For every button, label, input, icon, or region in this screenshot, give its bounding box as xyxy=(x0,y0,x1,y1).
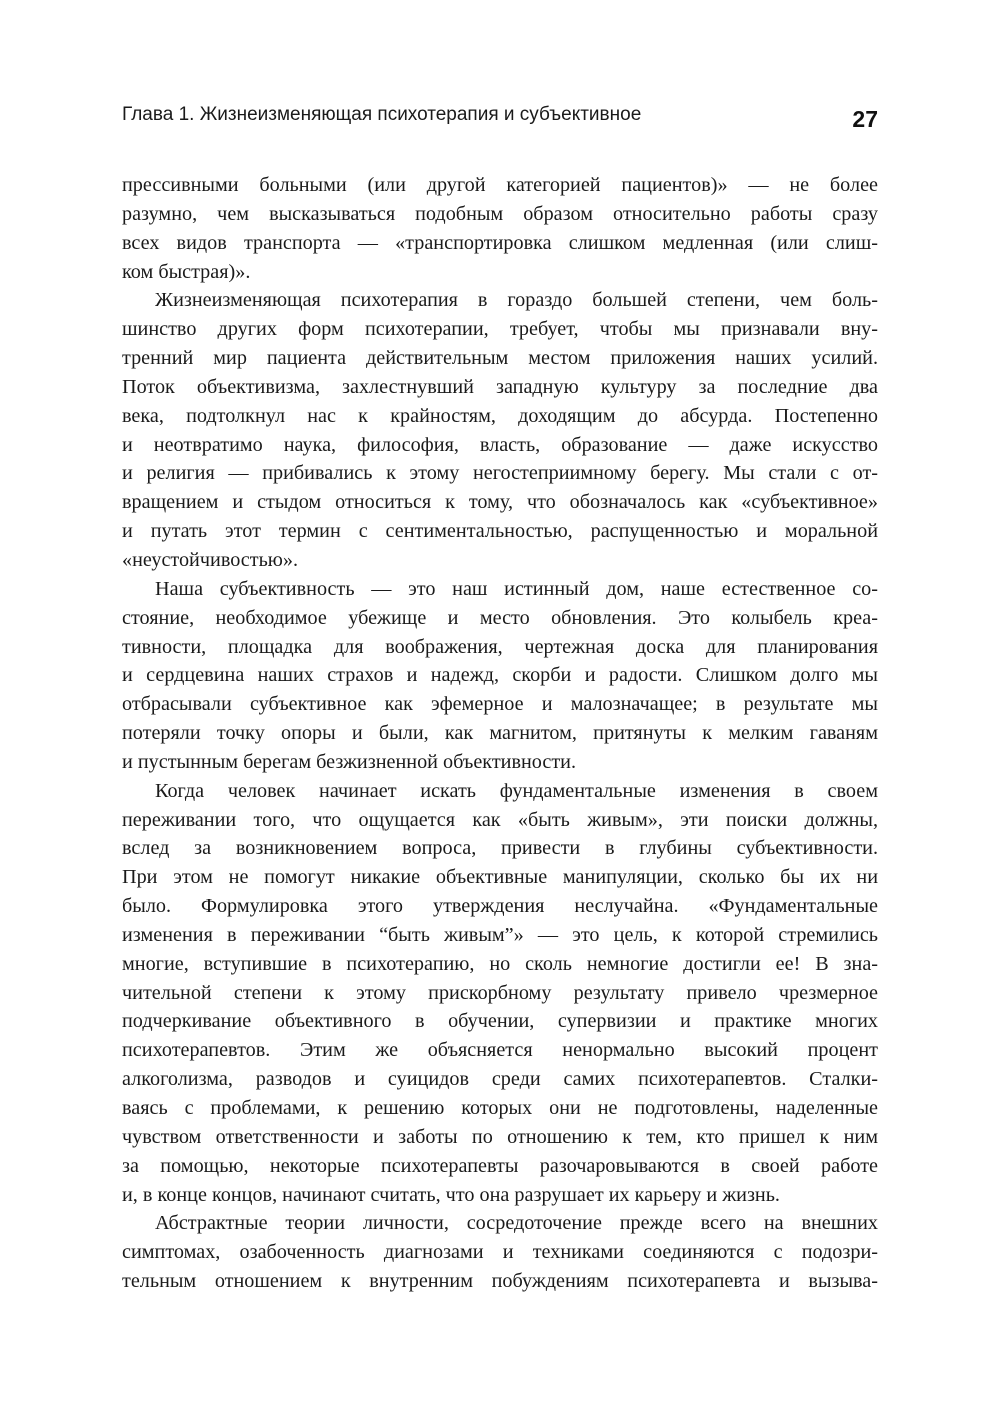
text-line: ком быстрая)». xyxy=(122,260,251,283)
text-line: Когда человек начинает искать фундаментальные изменения в своем xyxy=(155,779,878,802)
text-line: вслед за возникновением вопроса, привести в глубины субъективности. xyxy=(122,837,878,860)
text-line: тренний мир пациента действительным местом приложения наших усилий. xyxy=(122,347,878,370)
paragraph xyxy=(122,171,878,286)
text-line: вращением и стыдом относиться к тому, что обозначалось как «субъективное» xyxy=(122,491,878,514)
text-line: и неотвратимо наука, философия, власть, образование — даже искусство xyxy=(122,433,878,456)
paragraph xyxy=(122,1209,878,1296)
body-text xyxy=(122,171,878,1296)
running-header xyxy=(122,100,878,140)
text-line: тельным отношением к внутренним побуждениям психотерапевта и вызыва- xyxy=(122,1270,878,1293)
text-line: переживании того, что ощущается как «быть живым», эти поиски должны, xyxy=(122,808,878,831)
text-line: шинство других форм психотерапии, требует, чтобы мы признавали вну- xyxy=(122,318,878,341)
text-line: симптомах, озабоченность диагнозами и техниками соединяются с подозри- xyxy=(122,1241,878,1264)
text-line: психотерапевтов. Этим же объясняется ненормально высокий процент xyxy=(122,1039,878,1062)
text-line: и религия — прибивались к этому негостеприимному берегу. Мы стали с от- xyxy=(122,462,878,485)
text-line: потеряли точку опоры и были, как магнитом, притянуты к мелким гаваням xyxy=(122,722,878,745)
text-line: тивности, площадка для воображения, чертежная доска для планирования xyxy=(122,635,878,658)
paragraph xyxy=(122,286,878,574)
chapter-title: Глава 1. Жизнеизменяющая психотерапия и субъективное xyxy=(122,104,642,125)
text-line: стояние, необходимое убежище и место обновления. Это колыбель креа- xyxy=(122,606,878,629)
paragraph xyxy=(122,777,878,1210)
text-line: алкоголизма, разводов и суицидов среди самих психотерапевтов. Сталки- xyxy=(122,1068,878,1091)
text-line: «неустойчивостью». xyxy=(122,548,299,571)
text-line: и путать этот термин с сентиментальностью, распущенностью и моральной xyxy=(122,520,878,543)
text-line: было. Формулировка этого утверждения неслучайна. «Фундаментальные xyxy=(122,895,878,918)
text-line: Наша субъективность — это наш истинный дом, наше естественное со- xyxy=(155,577,878,600)
text-line: всех видов транспорта — «транспортировка слишком медленная (или слиш- xyxy=(122,231,878,254)
text-line: чительной степени к этому прискорбному результату привело чрезмерное xyxy=(122,981,878,1004)
text-line: разумно, чем высказываться подобным образом относительно работы сразу xyxy=(122,202,878,225)
text-line: и пустынным берегам безжизненной объективности. xyxy=(122,750,577,773)
text-line: Поток объективизма, захлестнувший западную культуру за последние два xyxy=(122,375,878,398)
text-line: Абстрактные теории личности, сосредоточение прежде всего на внешних xyxy=(155,1212,878,1235)
text-line: многие, вступившие в психотерапию, но сколь немногие достигли ее! В зна- xyxy=(122,952,878,975)
text-line: чувством ответственности и заботы по отношению к тем, кто пришел к ним xyxy=(122,1125,878,1148)
text-line: изменения в переживании “быть живым”» — это цель, к которой стремились xyxy=(122,923,878,946)
text-line: Жизнеизменяющая психотерапия в гораздо большей степени, чем боль- xyxy=(155,289,878,312)
text-line: ваясь с проблемами, к решению которых они не подготовлены, наделенные xyxy=(122,1097,878,1119)
text-line: прессивными больными (или другой категорией пациентов)» — не более xyxy=(122,174,878,196)
paragraph xyxy=(122,575,878,777)
text-line: и сердцевина наших страхов и надежд, скорби и радости. Слишком долго мы xyxy=(122,664,878,687)
page-number: 27 xyxy=(852,106,878,132)
text-line: века, подтолкнул нас к крайностям, доходящим до абсурда. Постепенно xyxy=(122,404,878,427)
text-line: подчеркивание объективного в обучении, супервизии и практике многих xyxy=(122,1010,878,1033)
text-line: за помощью, некоторые психотерапевты разочаровываются в своей работе xyxy=(122,1154,878,1177)
text-line: отбрасывали субъективное как эфемерное и малозначащее; в результате мы xyxy=(122,693,878,716)
text-line: и, в конце концов, начинают считать, что она разрушает их карьеру и жизнь. xyxy=(122,1183,780,1206)
text-line: При этом не помогут никакие объективные манипуляции, сколько бы их ни xyxy=(122,866,878,889)
